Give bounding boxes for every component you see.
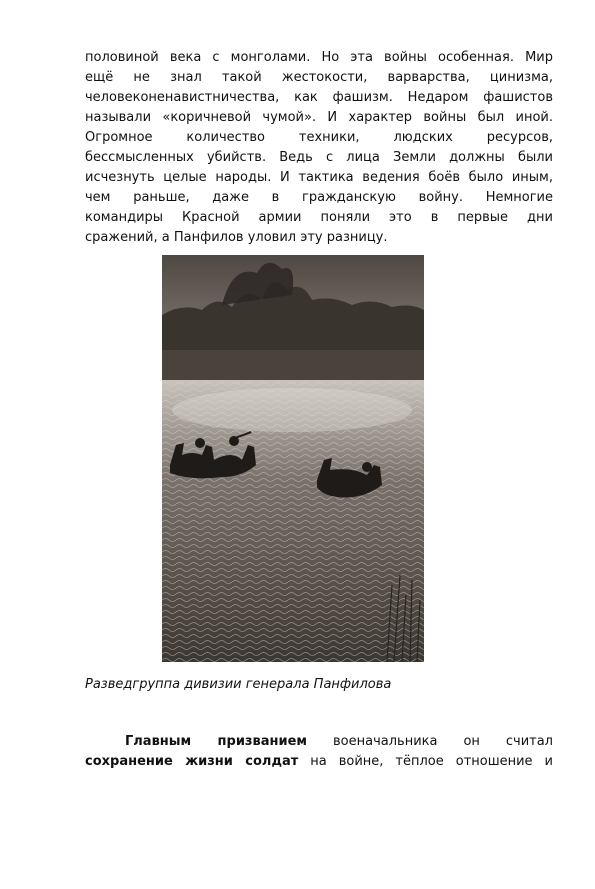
text-run: военачальника он считал	[307, 734, 553, 749]
paragraph-line: ещё не знал такой жестокости, варварства, цинизма,	[85, 70, 553, 85]
photo-illustration	[162, 255, 424, 662]
photo-caption: Разведгруппа дивизии генерала Панфилова	[85, 677, 392, 692]
paragraph-line: командиры Красной армии поняли это в первые дни	[85, 210, 553, 225]
paragraph-line	[85, 752, 553, 772]
paragraph-line: человеконенавистничества, как фашизм. Недаром фашистов	[85, 90, 553, 105]
sun-glare	[172, 388, 412, 432]
bold-phrase: сохранение жизни солдат	[85, 754, 299, 769]
far-bank	[162, 350, 424, 385]
paragraph-line: чем раньше, даже в гражданскую войну. Немногие	[85, 190, 553, 205]
text-run: на войне, тёплое отношение и	[298, 754, 554, 769]
paragraph-line: Огромное количество техники, людских ресурсов,	[85, 130, 553, 145]
paragraph-line: исчезнуть целые народы. И тактика ведения боёв было иным,	[85, 170, 553, 185]
paragraph-2	[85, 732, 553, 772]
paragraph-line: называли «коричневой чумой». И характер войны был иной.	[85, 110, 553, 125]
paragraph-line	[85, 732, 553, 752]
paragraph-1	[85, 48, 553, 248]
bold-phrase: Главным призванием	[125, 734, 308, 749]
paragraph-line: сражений, а Панфилов уловил эту разницу.	[85, 230, 388, 245]
paragraph-line: половиной века с монголами. Но эта войны особенная. Мир	[85, 50, 553, 65]
photo-credit: © РИА Новости	[410, 866, 422, 889]
paragraph-line: бессмысленных убийств. Ведь с лица Земли должны были	[85, 150, 553, 165]
